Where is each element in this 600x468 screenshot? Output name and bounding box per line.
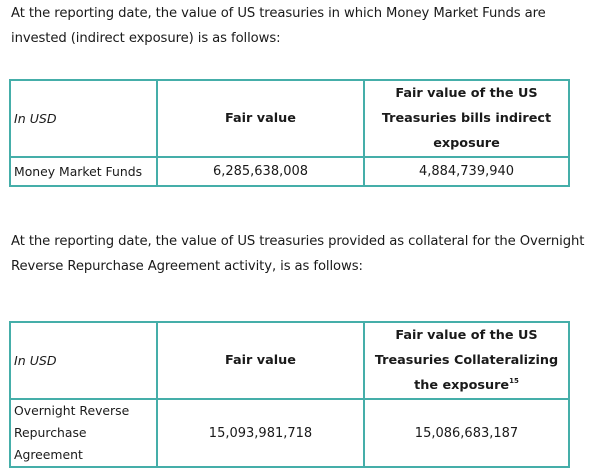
unit-label: In USD xyxy=(10,80,157,157)
header-collateral-value xyxy=(364,322,569,399)
table-header-row xyxy=(10,322,569,399)
fair-value-cell: 15,093,981,718 xyxy=(157,399,364,467)
fair-value-cell: 6,285,638,008 xyxy=(157,157,364,186)
row-label: Money Market Funds xyxy=(10,157,157,186)
table-header-row xyxy=(10,80,569,157)
header-collateral-text: Fair value of the US Treasuries Collateralizing the exposure xyxy=(374,328,559,393)
table-row xyxy=(10,157,569,186)
reverse-repo-table xyxy=(9,321,570,468)
intro-paragraph-collateral: At the reporting date, the value of US treasuries provided as collateral for the Overnight Reverse Repurchase Agreement activity, is as follows: xyxy=(11,234,585,274)
money-market-funds-table xyxy=(9,79,570,187)
header-fair-value: Fair value xyxy=(157,80,364,157)
unit-label: In USD xyxy=(10,322,157,399)
header-fair-value: Fair value xyxy=(157,322,364,399)
header-indirect-exposure: Fair value of the US Treasuries bills indirect exposure xyxy=(364,80,569,157)
footnote-marker[interactable]: 15 xyxy=(509,377,519,385)
table-row xyxy=(10,399,569,467)
row-label: Overnight Reverse Repurchase Agreement xyxy=(10,399,157,467)
intro-paragraph-indirect-exposure: At the reporting date, the value of US treasuries in which Money Market Funds are invested (indirect exposure) is as follows: xyxy=(11,6,546,46)
collateral-value-cell: 15,086,683,187 xyxy=(364,399,569,467)
indirect-exposure-cell: 4,884,739,940 xyxy=(364,157,569,186)
